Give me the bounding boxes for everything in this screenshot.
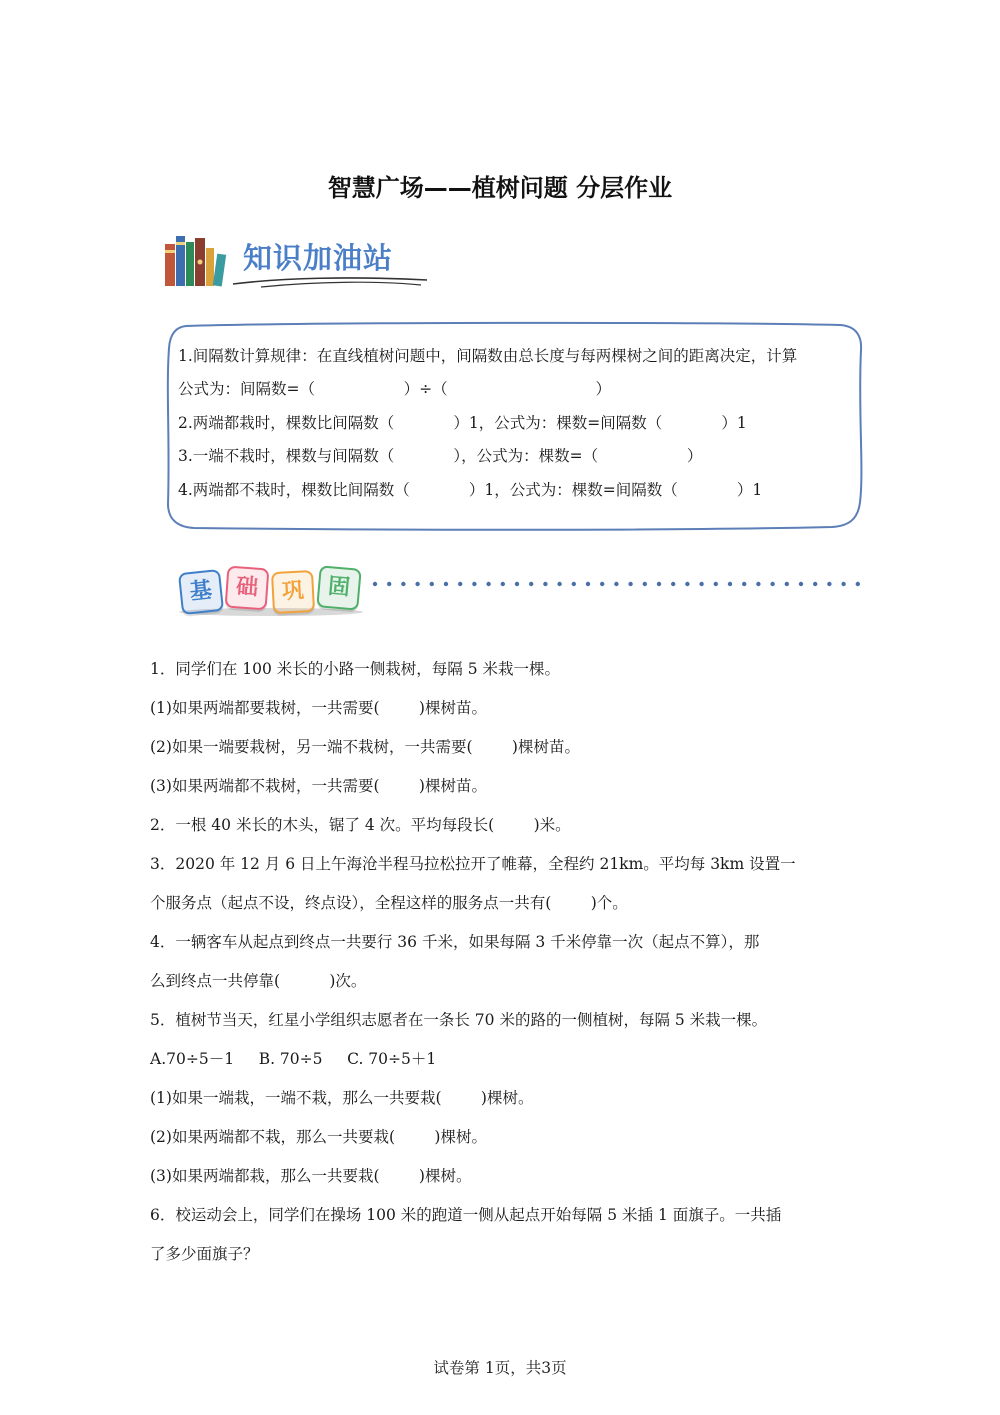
question-line-15: 6．校运动会上，同学们在操场 100 米的跑道一侧从起点开始每隔 5 米插 1 面旗子。一共插 (150, 1206, 782, 1224)
knowledge-line-5: 4.两端都不栽时，棵数比间隔数（ ）1，公式为：棵数=间隔数（ ）1 (178, 481, 763, 499)
question-line-5: 2．一根 40 米长的木头，锯了 4 次。平均每段长( )米。 (150, 816, 571, 834)
question-line-11: A.70÷5－1 B. 70÷5 C. 70÷5＋1 (150, 1050, 437, 1068)
dotted-divider (372, 581, 868, 587)
tile-2: 础 (225, 566, 270, 611)
question-line-4: (3)如果两端都不栽树，一共需要( )棵树苗。 (150, 777, 487, 795)
page-footer: 试卷第 1页，共3页 (433, 1359, 567, 1377)
knowledge-line-2: 公式为：间隔数=（ ）÷（ ） (178, 380, 611, 398)
knowledge-line-4: 3.一端不栽时，棵数与间隔数（ ），公式为：棵数=（ ） (178, 447, 703, 465)
knowledge-station-header (163, 228, 443, 294)
knowledge-line-1: 1.间隔数计算规律：在直线植树问题中，间隔数由总长度与每两棵树之间的距离决定，计算 (178, 347, 798, 365)
question-line-9: 么到终点一共停靠( )次。 (150, 972, 367, 990)
books-icon (163, 234, 227, 288)
tile-4: 固 (316, 565, 362, 611)
question-line-7: 个服务点（起点不设，终点设），全程这样的服务点一共有( )个。 (150, 894, 628, 912)
question-line-16: 了多少面旗子？ (150, 1245, 259, 1263)
question-line-1: 1．同学们在 100 米长的小路一侧栽树，每隔 5 米栽一棵。 (150, 660, 561, 678)
question-line-3: (2)如果一端要栽树，另一端不栽树，一共需要( )棵树苗。 (150, 738, 580, 756)
question-line-2: (1)如果两端都要栽树，一共需要( )棵树苗。 (150, 699, 487, 717)
question-line-8: 4．一辆客车从起点到终点一共要行 36 千米，如果每隔 3 千米停靠一次（起点不算），那 (150, 933, 760, 951)
header-underline (231, 272, 431, 290)
question-line-6: 3．2020 年 12 月 6 日上午海沧半程马拉松拉开了帷幕，全程约 21km。平均每 3km 设置一 (150, 855, 796, 873)
basic-consolidation-header (176, 565, 876, 617)
question-line-10: 5．植树节当天，红星小学组织志愿者在一条长 70 米的路的一侧植树，每隔 5 米栽一棵。 (150, 1011, 768, 1029)
page-title: 智慧广场——植树问题 分层作业 (327, 174, 673, 202)
tile-3: 巩 (271, 570, 315, 614)
question-line-13: (2)如果两端都不栽，那么一共要栽( )棵树。 (150, 1128, 487, 1146)
question-line-12: (1)如果一端栽，一端不栽，那么一共要栽( )棵树。 (150, 1089, 534, 1107)
knowledge-station-title: 知识加油站 (243, 241, 394, 275)
knowledge-line-3: 2.两端都栽时，棵数比间隔数（ ）1，公式为：棵数=间隔数（ ）1 (178, 414, 747, 432)
question-line-14: (3)如果两端都栽，那么一共要栽( )棵树。 (150, 1167, 472, 1185)
tile-1: 基 (178, 569, 224, 615)
